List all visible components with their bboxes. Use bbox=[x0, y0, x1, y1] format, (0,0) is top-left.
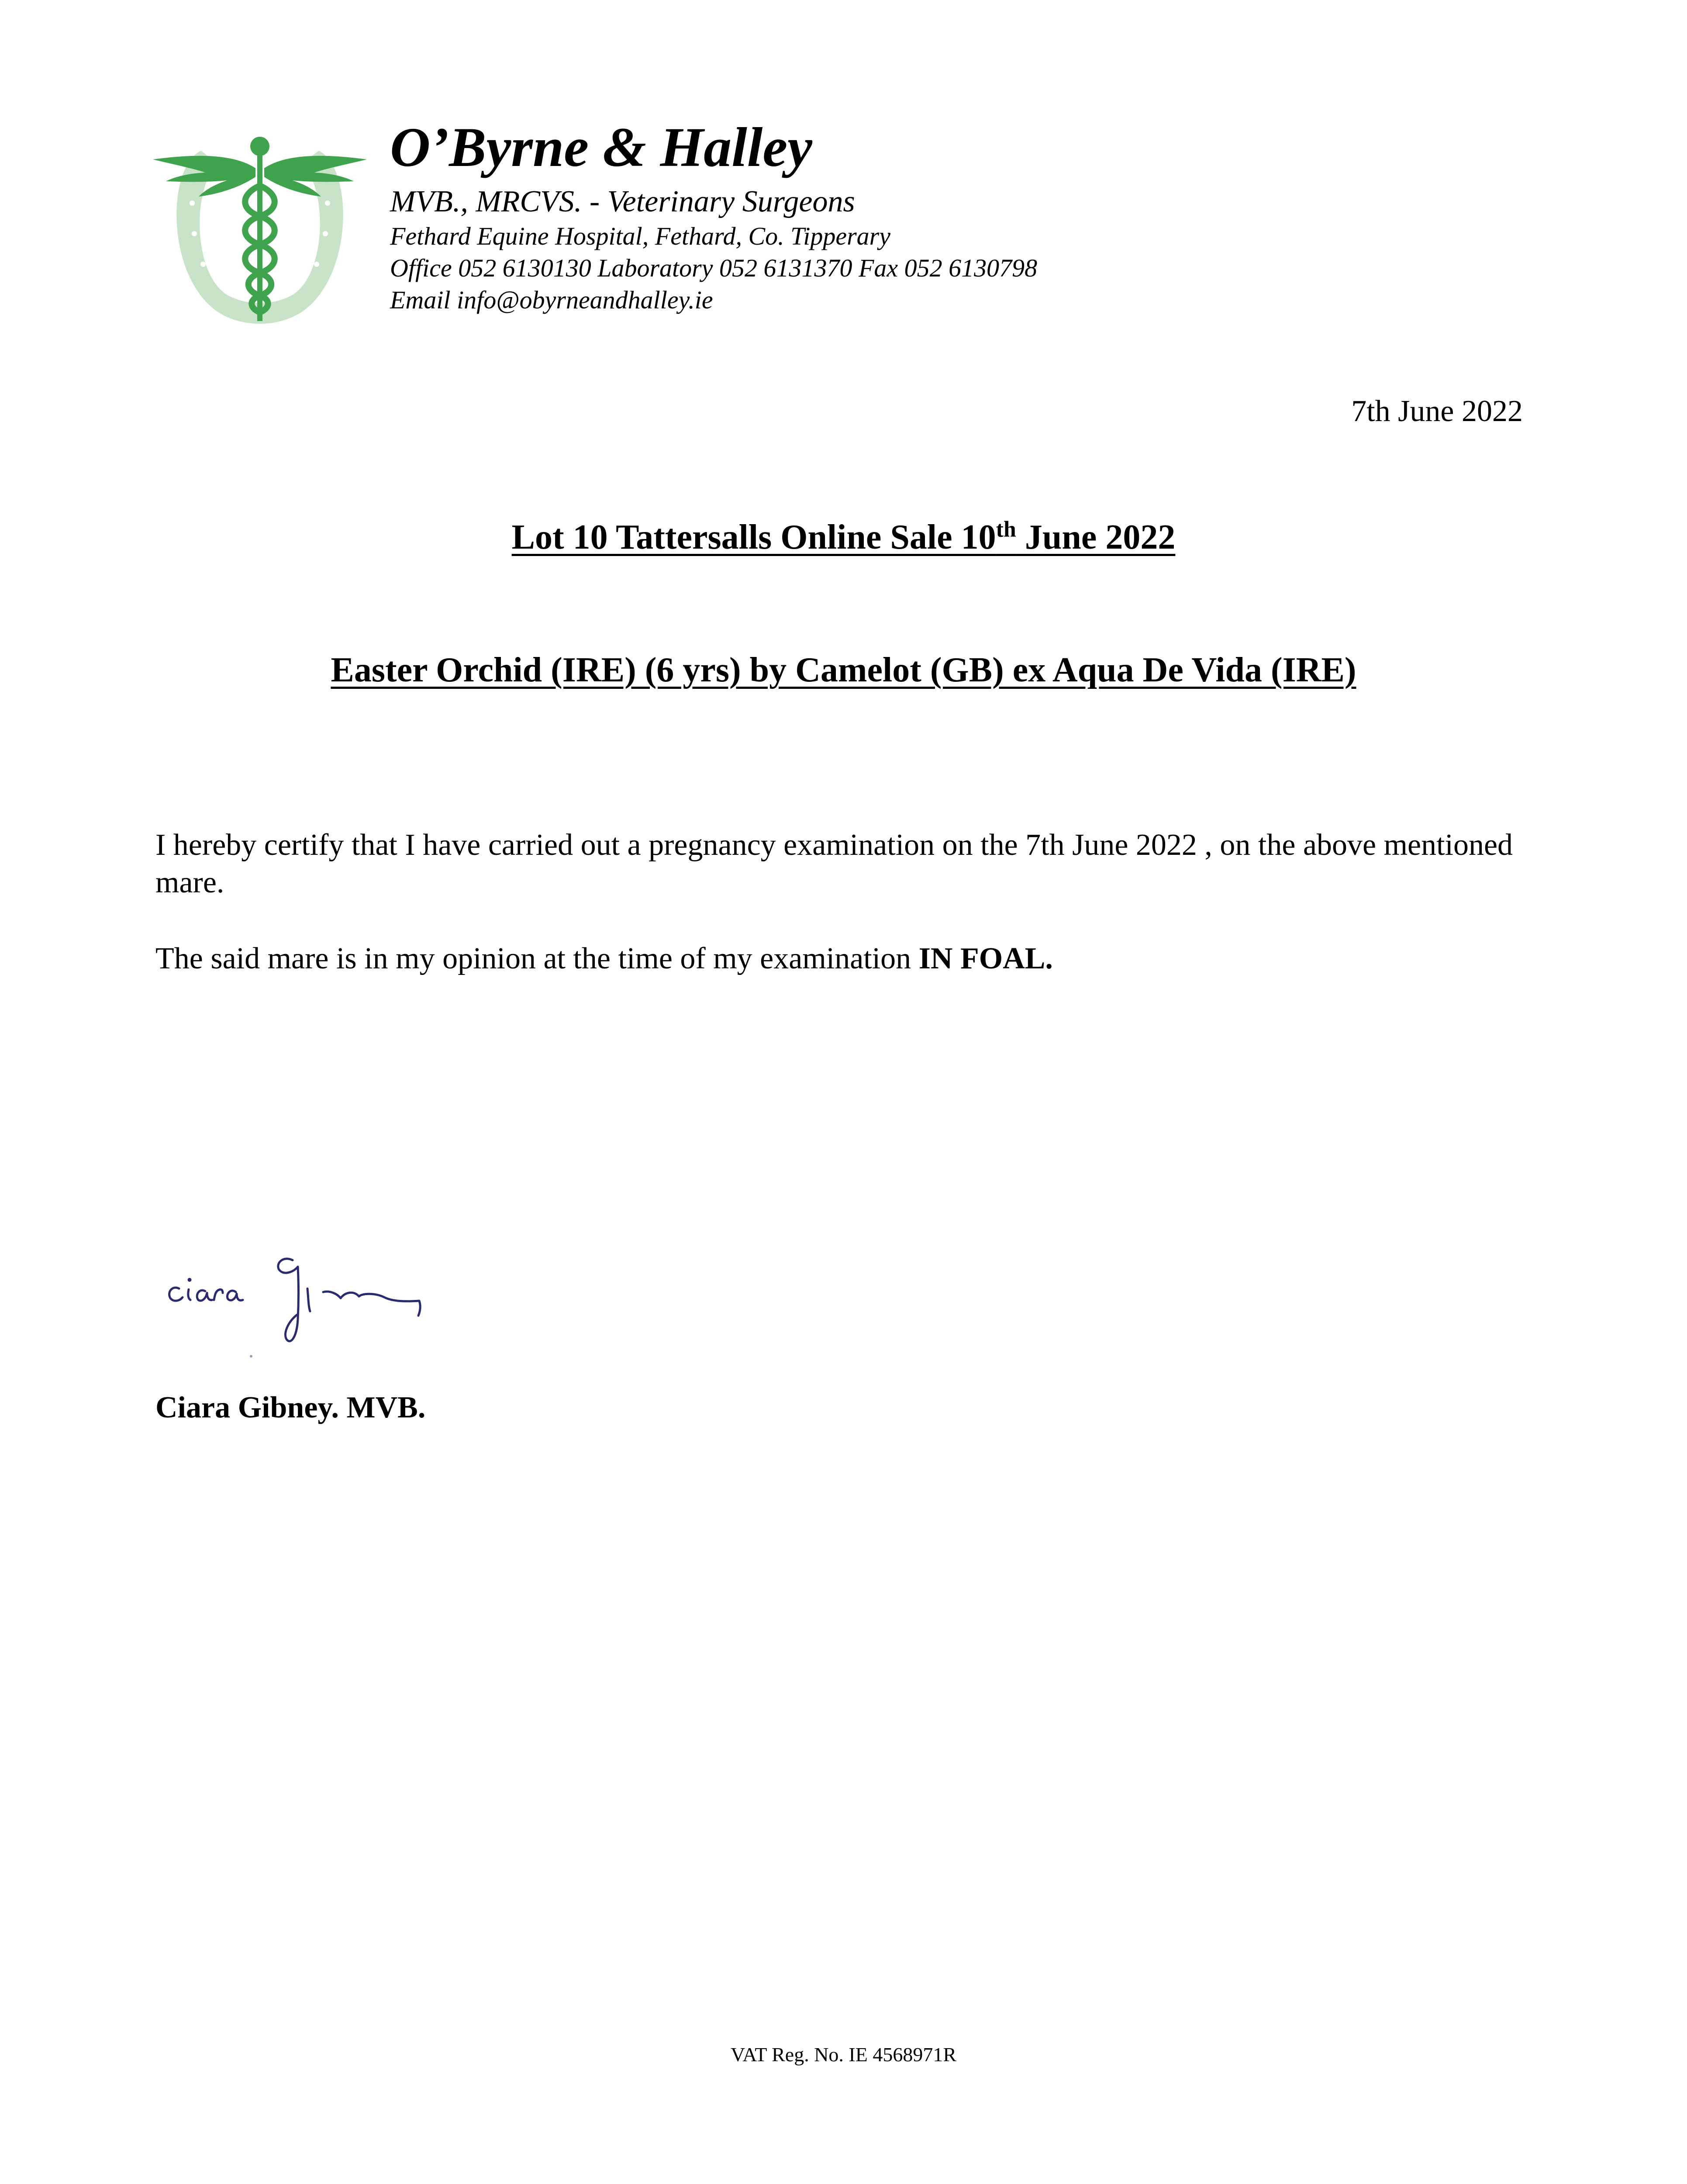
in-foal-status: IN FOAL. bbox=[918, 942, 1053, 975]
firm-address: Fethard Equine Hospital, Fethard, Co. Tipperary bbox=[390, 222, 890, 250]
horse-heading: Easter Orchid (IRE) (6 yrs) by Camelot (GB) ex Aqua De Vida (IRE) bbox=[331, 651, 1356, 689]
letter-date: 7th June 2022 bbox=[1351, 394, 1523, 428]
lot-heading-ordinal: th bbox=[996, 517, 1016, 542]
certification-paragraph: I hereby certify that I have carried out a pregnancy examination on the 7th June 2022 , on the above mentioned mare. bbox=[155, 828, 1513, 899]
lot-heading bbox=[0, 515, 1687, 559]
caduceus-horseshoe-logo bbox=[148, 133, 371, 330]
lot-heading-main: Lot 10 Tattersalls Online Sale 10 bbox=[511, 518, 996, 556]
letterhead bbox=[390, 114, 1037, 316]
opinion-paragraph bbox=[155, 940, 1535, 978]
lot-heading-tail: June 2022 bbox=[1016, 518, 1176, 556]
vat-registration: VAT Reg. No. IE 4568971R bbox=[730, 2043, 957, 2066]
handwritten-signature bbox=[162, 1236, 432, 1363]
firm-email: Email info@obyrneandhalley.ie bbox=[390, 286, 713, 314]
opinion-text: The said mare is in my opinion at the time of my examination bbox=[155, 942, 919, 975]
firm-name: O’Byrne & Halley bbox=[390, 116, 812, 178]
firm-phones: Office 052 6130130 Laboratory 052 6131370 Fax 052 6130798 bbox=[390, 254, 1038, 282]
signatory-name: Ciara Gibney. MVB. bbox=[155, 1391, 426, 1424]
firm-qualifications: MVB., MRCVS. - Veterinary Surgeons bbox=[390, 185, 855, 218]
